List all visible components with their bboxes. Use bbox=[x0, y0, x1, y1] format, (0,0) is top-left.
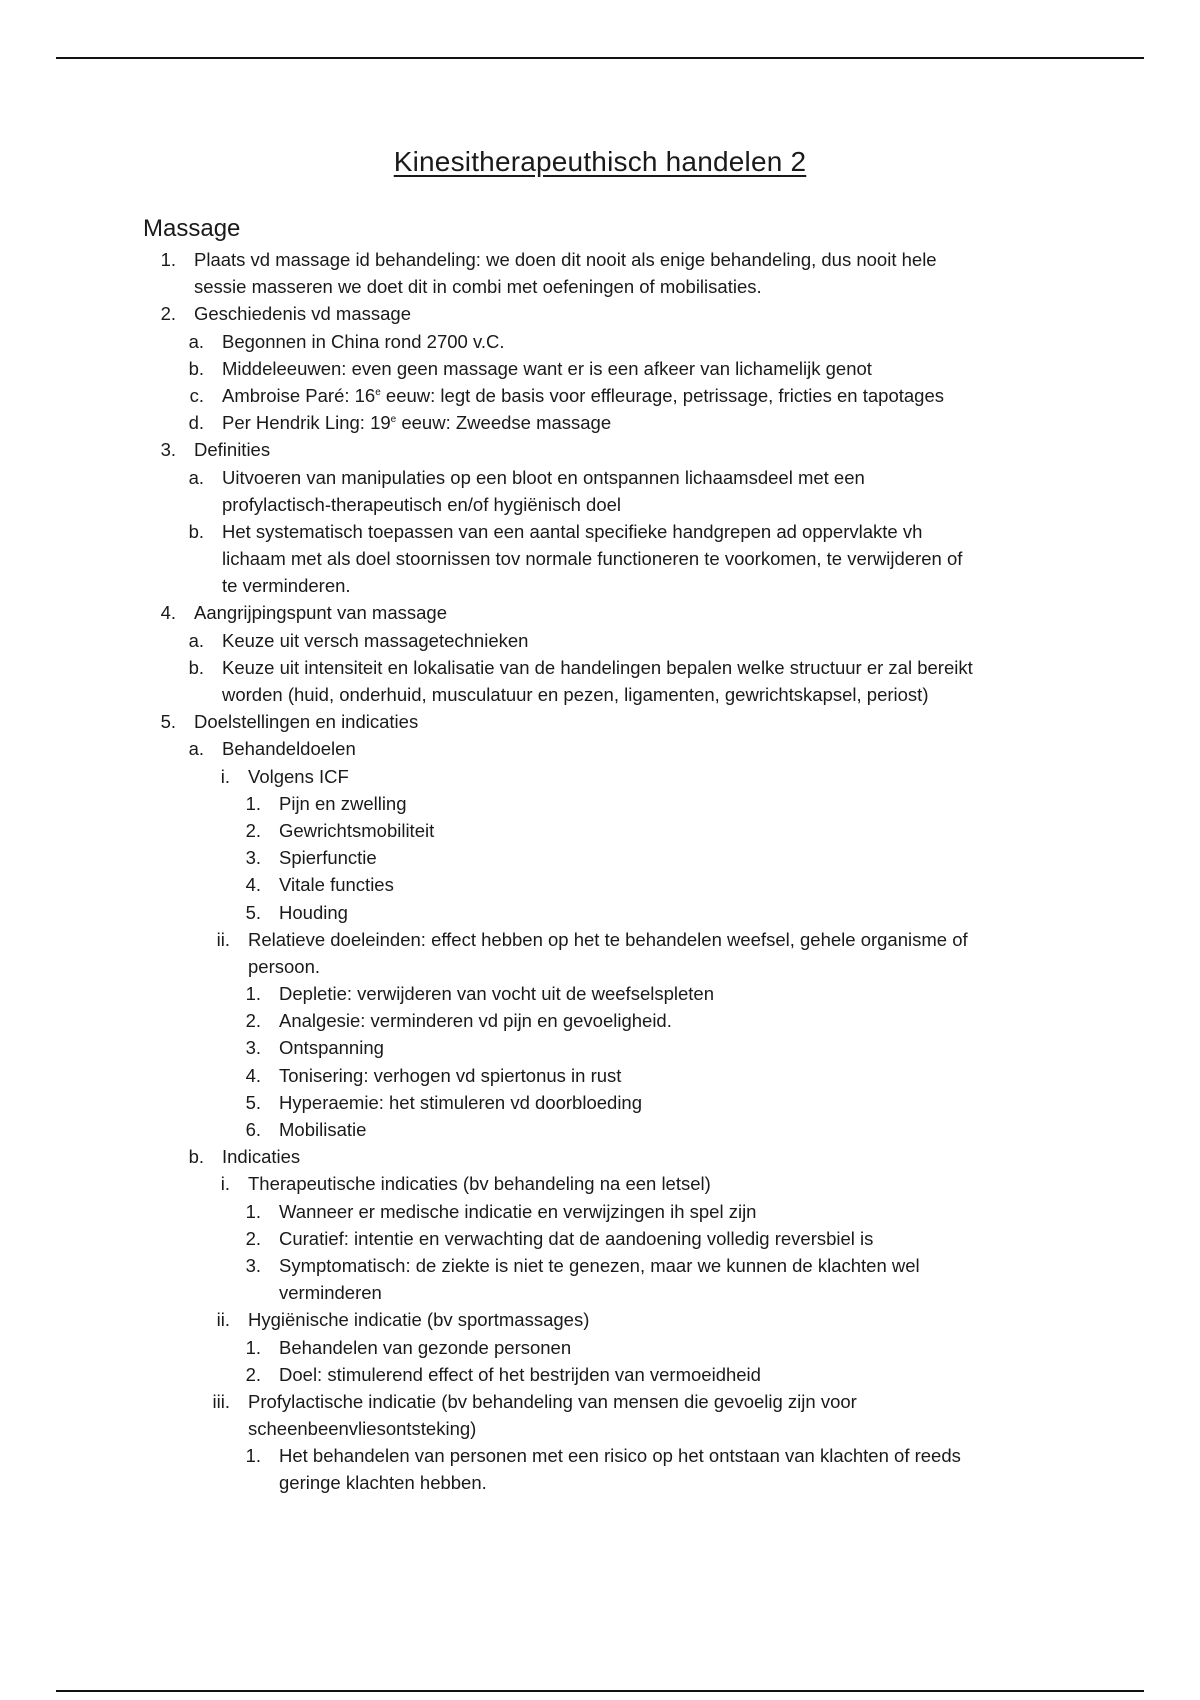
document-title: Kinesitherapeuthisch handelen 2 bbox=[393, 146, 807, 177]
list-item-text bbox=[222, 735, 356, 762]
list-marker: a. bbox=[188, 629, 204, 651]
list-marker: 2. bbox=[160, 303, 176, 325]
list-item-text bbox=[279, 1089, 642, 1116]
list-item-text bbox=[222, 572, 351, 599]
list-item-text-main: Middeleeuwen: even geen massage want er is een afkeer van lichamelijk genot bbox=[222, 357, 872, 379]
outline-line bbox=[0, 1415, 1200, 1442]
list-item-text-main: profylactisch-therapeutisch en/of hygiënisch doel bbox=[222, 493, 622, 515]
list-marker: 2. bbox=[245, 819, 261, 841]
list-item-text bbox=[222, 382, 944, 409]
list-item-text-main: sessie masseren we doet dit in combi met oefeningen of mobilisaties. bbox=[194, 276, 762, 298]
list-item-text bbox=[222, 518, 922, 545]
list-marker: 4. bbox=[245, 1064, 261, 1086]
outline-line bbox=[0, 1442, 1200, 1469]
list-item-text-main: Mobilisatie bbox=[279, 1119, 367, 1140]
list-item-text-main: Volgens ICF bbox=[248, 765, 349, 787]
list-item-text bbox=[222, 409, 611, 436]
list-marker: b. bbox=[188, 1146, 204, 1168]
outline-line bbox=[0, 545, 1200, 572]
list-marker: 1. bbox=[245, 983, 261, 1005]
list-marker: 1. bbox=[160, 249, 176, 270]
list-marker: 2. bbox=[245, 1363, 261, 1385]
list-marker: a. bbox=[188, 738, 204, 760]
list-marker: a. bbox=[188, 330, 204, 352]
list-marker: c. bbox=[189, 384, 204, 406]
outline-line bbox=[0, 1252, 1200, 1279]
list-marker: 5. bbox=[245, 1091, 261, 1113]
list-item-text-main: Profylactische indicatie (bv behandeling van mensen die gevoelig zijn voor bbox=[248, 1390, 857, 1412]
list-item-text-main: Depletie: verwijderen van vocht uit de weefselspleten bbox=[279, 983, 714, 1005]
list-item-text-main: verminderen bbox=[279, 1282, 382, 1304]
list-item-text-main: persoon. bbox=[248, 955, 320, 977]
outline-line bbox=[0, 382, 1200, 409]
list-marker: i. bbox=[220, 765, 230, 787]
list-item-text bbox=[279, 1361, 761, 1388]
list-item-text bbox=[222, 654, 973, 681]
list-item-text bbox=[222, 627, 528, 654]
outline-line bbox=[0, 518, 1200, 545]
list-item-text-main: Pijn en zwelling bbox=[279, 792, 407, 814]
list-marker: 1. bbox=[245, 1336, 261, 1358]
list-marker: 2. bbox=[245, 1227, 261, 1249]
outline-line bbox=[0, 1469, 1200, 1496]
list-item-text-main: Het behandelen van personen met een risico op het ontstaan van klachten of reeds bbox=[279, 1445, 961, 1467]
outline-line bbox=[0, 681, 1200, 708]
list-item-text-rest: eeuw: Zweedse massage bbox=[396, 412, 612, 434]
list-item-text-main: Per Hendrik Ling: 19 bbox=[222, 412, 391, 434]
list-item-text bbox=[279, 899, 348, 926]
list-item-text bbox=[279, 1116, 366, 1143]
list-item-text bbox=[279, 844, 377, 871]
list-item-text-main: Het systematisch toepassen van een aantal specifieke handgrepen ad oppervlakte vh bbox=[222, 520, 923, 542]
list-item-text-main: Relatieve doeleinden: effect hebben op het te behandelen weefsel, gehele organisme of bbox=[248, 928, 968, 950]
list-item-text-main: Plaats vd massage id behandeling: we doen dit nooit als enige behandeling, dus nooit hele bbox=[194, 249, 937, 270]
list-item-text bbox=[222, 545, 962, 572]
list-marker: 1. bbox=[245, 1200, 261, 1222]
list-item-text-main: Curatief: intentie en verwachting dat de aandoening volledig reversbiel is bbox=[279, 1227, 874, 1249]
list-marker: 1. bbox=[245, 1445, 261, 1467]
outline-line bbox=[0, 1388, 1200, 1415]
outline-line bbox=[0, 491, 1200, 518]
list-item-text bbox=[279, 1062, 621, 1089]
list-marker: 3. bbox=[245, 1037, 261, 1059]
outline-line bbox=[0, 409, 1200, 436]
list-item-text bbox=[222, 1143, 300, 1170]
list-item-text bbox=[279, 790, 407, 817]
list-item-text bbox=[279, 1034, 384, 1061]
list-item-text-main: Geschiedenis vd massage bbox=[194, 303, 411, 325]
list-item-text-main: Doel: stimulerend effect of het bestrijden van vermoeidheid bbox=[279, 1363, 761, 1385]
outline-line bbox=[0, 980, 1200, 1007]
outline-line bbox=[0, 436, 1200, 463]
list-item-text bbox=[279, 1279, 382, 1306]
outline-line bbox=[0, 1116, 1200, 1143]
footer-rule bbox=[56, 1690, 1144, 1692]
list-item-text-main: Hygiënische indicatie (bv sportmassages) bbox=[248, 1309, 590, 1331]
list-item-text bbox=[279, 1469, 487, 1496]
outline-line bbox=[0, 1170, 1200, 1197]
outline-line bbox=[0, 1062, 1200, 1089]
list-marker: ii. bbox=[216, 1309, 230, 1331]
outline-line bbox=[0, 355, 1200, 382]
list-item-text-main: scheenbeenvliesontsteking) bbox=[248, 1418, 477, 1440]
superscript: e bbox=[390, 413, 397, 425]
list-item-text-main: Houding bbox=[279, 901, 348, 923]
list-marker: 3. bbox=[245, 847, 261, 869]
list-marker: 4. bbox=[160, 602, 176, 624]
list-item-text bbox=[248, 953, 320, 980]
outline-line bbox=[0, 953, 1200, 980]
outline-line bbox=[0, 926, 1200, 953]
list-item-text-main: Ontspanning bbox=[279, 1037, 384, 1059]
list-item-text-main: Therapeutische indicaties (bv behandeling na een letsel) bbox=[248, 1173, 711, 1195]
list-item-text bbox=[222, 681, 928, 708]
list-marker: 4. bbox=[245, 874, 261, 896]
list-item-text bbox=[279, 1225, 873, 1252]
outline-line bbox=[0, 735, 1200, 762]
list-item-text-main: Doelstellingen en indicaties bbox=[194, 711, 419, 733]
list-item-text bbox=[248, 763, 349, 790]
outline-line bbox=[0, 464, 1200, 491]
outline-line bbox=[0, 790, 1200, 817]
superscript: e bbox=[375, 386, 381, 398]
list-marker: a. bbox=[188, 466, 204, 488]
outline-line bbox=[0, 1225, 1200, 1252]
list-item-text bbox=[279, 1198, 756, 1225]
list-item-text-main: geringe klachten hebben. bbox=[279, 1472, 487, 1494]
outline-line bbox=[0, 246, 1200, 273]
list-item-text bbox=[194, 246, 937, 273]
outline-line bbox=[0, 763, 1200, 790]
list-marker: b. bbox=[188, 520, 204, 542]
header-rule bbox=[56, 57, 1144, 59]
outline-line bbox=[0, 627, 1200, 654]
outline-line bbox=[0, 328, 1200, 355]
list-marker: 5. bbox=[245, 901, 261, 923]
outline-line bbox=[0, 300, 1200, 327]
list-item-text bbox=[222, 491, 621, 518]
list-item-text bbox=[222, 355, 872, 382]
outline-line bbox=[0, 654, 1200, 681]
list-item-text-main: Symptomatisch: de ziekte is niet te genezen, maar we kunnen de klachten wel bbox=[279, 1254, 920, 1276]
outline-line bbox=[0, 572, 1200, 599]
list-item-text bbox=[279, 980, 714, 1007]
outline-line bbox=[0, 599, 1200, 626]
list-item-text-main: Behandeldoelen bbox=[222, 738, 356, 760]
list-item-text-rest: eeuw: legt de basis voor effleurage, petrissage, fricties en tapotages bbox=[380, 384, 945, 406]
outline-line bbox=[0, 817, 1200, 844]
list-item-text-main: Analgesie: verminderen vd pijn en gevoeligheid. bbox=[279, 1010, 672, 1032]
list-item-text bbox=[279, 871, 394, 898]
list-item-text bbox=[248, 1388, 857, 1415]
outline-line bbox=[0, 899, 1200, 926]
list-item-text bbox=[194, 599, 447, 626]
list-item-text-main: te verminderen. bbox=[222, 575, 351, 597]
list-item-text-main: Vitale functies bbox=[279, 874, 394, 896]
list-item-text-main: Begonnen in China rond 2700 v.C. bbox=[222, 330, 505, 352]
list-item-text bbox=[248, 926, 968, 953]
list-marker: 2. bbox=[245, 1010, 261, 1032]
list-item-text-main: lichaam met als doel stoornissen tov normale functioneren te voorkomen, te verwijderen of bbox=[222, 548, 963, 570]
list-item-text-main: Indicaties bbox=[222, 1146, 301, 1168]
list-marker: 6. bbox=[245, 1119, 261, 1140]
outline-line bbox=[0, 1089, 1200, 1116]
list-marker: 5. bbox=[160, 711, 176, 733]
outline-line bbox=[0, 1143, 1200, 1170]
list-item-text-main: Behandelen van gezonde personen bbox=[279, 1336, 572, 1358]
list-item-text bbox=[279, 1334, 571, 1361]
list-item-text bbox=[279, 1442, 961, 1469]
list-marker: 3. bbox=[245, 1254, 261, 1276]
list-marker: b. bbox=[188, 357, 204, 379]
list-marker: 1. bbox=[245, 792, 261, 814]
list-item-text bbox=[222, 328, 505, 355]
list-item-text bbox=[248, 1306, 589, 1333]
list-item-text-main: Spierfunctie bbox=[279, 847, 377, 869]
outline-line bbox=[0, 1279, 1200, 1306]
list-item-text bbox=[194, 300, 411, 327]
list-item-text-main: Keuze uit versch massagetechnieken bbox=[222, 629, 529, 651]
list-item-text-main: Aangrijpingspunt van massage bbox=[194, 602, 447, 624]
list-item-text bbox=[248, 1170, 711, 1197]
list-marker: d. bbox=[188, 412, 204, 434]
list-marker: iii. bbox=[212, 1390, 230, 1412]
list-item-text-main: Wanneer er medische indicatie en verwijzingen ih spel zijn bbox=[279, 1200, 757, 1222]
outline-line bbox=[0, 1198, 1200, 1225]
list-item-text-main: Gewrichtsmobiliteit bbox=[279, 819, 435, 841]
list-marker: 3. bbox=[160, 439, 176, 461]
list-item-text-main: worden (huid, onderhuid, musculatuur en pezen, ligamenten, gewrichtskapsel, periost) bbox=[222, 684, 929, 705]
outline-line bbox=[0, 1361, 1200, 1388]
outline-line bbox=[0, 1334, 1200, 1361]
outline-line bbox=[0, 1007, 1200, 1034]
list-item-text bbox=[279, 1007, 672, 1034]
list-item-text-main: Hyperaemie: het stimuleren vd doorbloeding bbox=[279, 1091, 643, 1113]
list-marker: ii. bbox=[216, 928, 230, 950]
list-item-text-main: Keuze uit intensiteit en lokalisatie van de handelingen bepalen welke structuur er zal bereikt bbox=[222, 656, 973, 678]
list-item-text bbox=[194, 436, 270, 463]
outline-line bbox=[0, 1306, 1200, 1333]
list-item-text bbox=[279, 817, 434, 844]
outline-line bbox=[0, 273, 1200, 300]
list-item-text bbox=[248, 1415, 476, 1442]
list-item-text-main: Definities bbox=[194, 439, 271, 461]
list-item-text-main: Uitvoeren van manipulaties op een bloot en ontspannen lichaamsdeel met een bbox=[222, 466, 865, 488]
outline-line bbox=[0, 871, 1200, 898]
list-item-text bbox=[194, 708, 418, 735]
list-item-text-main: Ambroise Paré: 16 bbox=[222, 384, 376, 406]
list-marker: i. bbox=[220, 1173, 230, 1195]
outline-line bbox=[0, 708, 1200, 735]
list-item-text bbox=[194, 273, 762, 300]
list-item-text bbox=[279, 1252, 920, 1279]
outline-line bbox=[0, 1034, 1200, 1061]
document-body bbox=[0, 246, 1200, 1497]
list-item-text bbox=[222, 464, 865, 491]
list-item-text-main: Tonisering: verhogen vd spiertonus in rust bbox=[279, 1064, 622, 1086]
list-marker: b. bbox=[188, 656, 204, 678]
section-heading: Massage bbox=[143, 215, 241, 242]
outline-line bbox=[0, 844, 1200, 871]
